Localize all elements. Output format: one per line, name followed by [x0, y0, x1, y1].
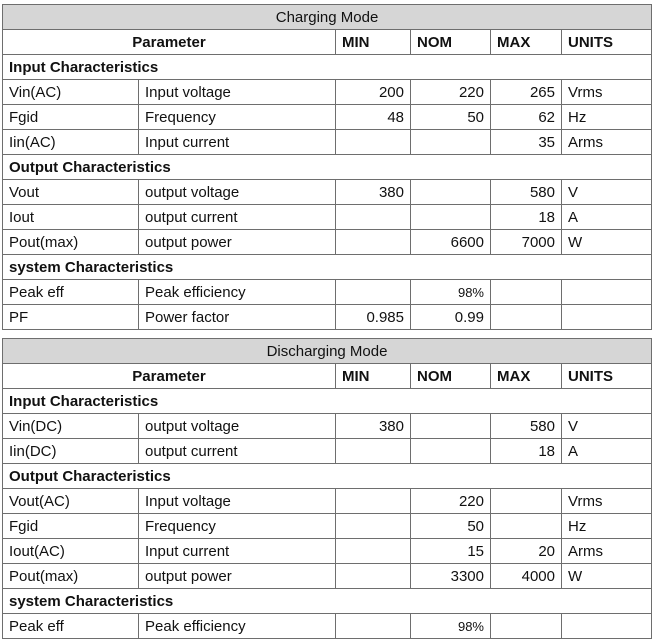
description-cell: Peak efficiency [139, 614, 336, 639]
max-cell [491, 514, 562, 539]
nom-cell [411, 130, 491, 155]
min-cell: 0.985 [336, 305, 411, 330]
min-cell [336, 439, 411, 464]
min-cell [336, 514, 411, 539]
symbol-cell: Vout [3, 180, 139, 205]
symbol-cell: Pout(max) [3, 230, 139, 255]
nom-cell: 3300 [411, 564, 491, 589]
max-cell: 62 [491, 105, 562, 130]
description-cell: Input voltage [139, 80, 336, 105]
min-header: MIN [336, 30, 411, 55]
section-heading: Input Characteristics [3, 389, 652, 414]
table-row [3, 280, 652, 305]
symbol-cell: Vin(AC) [3, 80, 139, 105]
symbol-cell: Fgid [3, 105, 139, 130]
table-row [3, 539, 652, 564]
min-cell [336, 614, 411, 639]
nom-cell: 15 [411, 539, 491, 564]
section-heading: Output Characteristics [3, 464, 652, 489]
min-cell [336, 230, 411, 255]
description-cell: output current [139, 439, 336, 464]
units-cell [562, 305, 652, 330]
min-cell: 200 [336, 80, 411, 105]
symbol-cell: Pout(max) [3, 564, 139, 589]
symbol-cell: Vout(AC) [3, 489, 139, 514]
units-cell: Hz [562, 514, 652, 539]
max-cell [491, 305, 562, 330]
nom-cell [411, 414, 491, 439]
nom-cell: 220 [411, 80, 491, 105]
nom-header: NOM [411, 364, 491, 389]
nom-cell: 98% [411, 280, 491, 305]
symbol-cell: Iout(AC) [3, 539, 139, 564]
units-cell: Vrms [562, 489, 652, 514]
max-cell: 580 [491, 180, 562, 205]
units-header: UNITS [562, 30, 652, 55]
table-row [3, 205, 652, 230]
discharging-mode-table [2, 338, 652, 639]
nom-cell: 98% [411, 614, 491, 639]
units-cell [562, 280, 652, 305]
units-cell: V [562, 414, 652, 439]
units-cell: Arms [562, 539, 652, 564]
max-cell [491, 614, 562, 639]
min-cell [336, 280, 411, 305]
min-cell: 380 [336, 180, 411, 205]
parameter-header: Parameter [3, 364, 336, 389]
nom-cell: 6600 [411, 230, 491, 255]
nom-cell: 50 [411, 105, 491, 130]
table-row [3, 564, 652, 589]
section-heading: system Characteristics [3, 255, 652, 280]
min-cell: 48 [336, 105, 411, 130]
units-cell: A [562, 439, 652, 464]
table-row [3, 439, 652, 464]
description-cell: Power factor [139, 305, 336, 330]
section-heading: Output Characteristics [3, 155, 652, 180]
description-cell: Peak efficiency [139, 280, 336, 305]
description-cell: output voltage [139, 180, 336, 205]
nom-header: NOM [411, 30, 491, 55]
description-cell: Input current [139, 130, 336, 155]
symbol-cell: Fgid [3, 514, 139, 539]
symbol-cell: Peak eff [3, 614, 139, 639]
description-cell: Frequency [139, 105, 336, 130]
section-heading: system Characteristics [3, 589, 652, 614]
units-cell: A [562, 205, 652, 230]
table-row [3, 305, 652, 330]
description-cell: output power [139, 564, 336, 589]
description-cell: Input current [139, 539, 336, 564]
units-header: UNITS [562, 364, 652, 389]
units-cell [562, 614, 652, 639]
units-cell: V [562, 180, 652, 205]
units-cell: W [562, 230, 652, 255]
symbol-cell: Vin(DC) [3, 414, 139, 439]
table-row [3, 80, 652, 105]
table-row [3, 130, 652, 155]
units-cell: W [562, 564, 652, 589]
table-row [3, 414, 652, 439]
description-cell: Input voltage [139, 489, 336, 514]
description-cell: output current [139, 205, 336, 230]
symbol-cell: Iin(DC) [3, 439, 139, 464]
header-row [3, 364, 652, 389]
min-cell [336, 205, 411, 230]
table-row [3, 230, 652, 255]
nom-cell: 0.99 [411, 305, 491, 330]
table-row [3, 105, 652, 130]
description-cell: output voltage [139, 414, 336, 439]
max-header: MAX [491, 364, 562, 389]
min-header: MIN [336, 364, 411, 389]
min-cell [336, 130, 411, 155]
nom-cell [411, 205, 491, 230]
max-cell: 35 [491, 130, 562, 155]
charging-mode-table [2, 4, 652, 330]
max-cell: 7000 [491, 230, 562, 255]
max-cell [491, 489, 562, 514]
nom-cell: 50 [411, 514, 491, 539]
nom-cell [411, 439, 491, 464]
table-row [3, 514, 652, 539]
max-cell: 18 [491, 439, 562, 464]
min-cell [336, 489, 411, 514]
table-title: Charging Mode [3, 5, 652, 30]
section-heading: Input Characteristics [3, 55, 652, 80]
max-cell [491, 280, 562, 305]
symbol-cell: Iin(AC) [3, 130, 139, 155]
table-row [3, 180, 652, 205]
min-cell [336, 539, 411, 564]
symbol-cell: Peak eff [3, 280, 139, 305]
max-cell: 4000 [491, 564, 562, 589]
symbol-cell: Iout [3, 205, 139, 230]
units-cell: Hz [562, 105, 652, 130]
min-cell [336, 564, 411, 589]
units-cell: Vrms [562, 80, 652, 105]
max-cell: 18 [491, 205, 562, 230]
max-cell: 265 [491, 80, 562, 105]
parameter-header: Parameter [3, 30, 336, 55]
description-cell: output power [139, 230, 336, 255]
max-header: MAX [491, 30, 562, 55]
units-cell: Arms [562, 130, 652, 155]
max-cell: 580 [491, 414, 562, 439]
table-row [3, 614, 652, 639]
nom-cell [411, 180, 491, 205]
symbol-cell: PF [3, 305, 139, 330]
description-cell: Frequency [139, 514, 336, 539]
table-row [3, 489, 652, 514]
min-cell: 380 [336, 414, 411, 439]
table-title: Discharging Mode [3, 339, 652, 364]
nom-cell: 220 [411, 489, 491, 514]
header-row [3, 30, 652, 55]
max-cell: 20 [491, 539, 562, 564]
